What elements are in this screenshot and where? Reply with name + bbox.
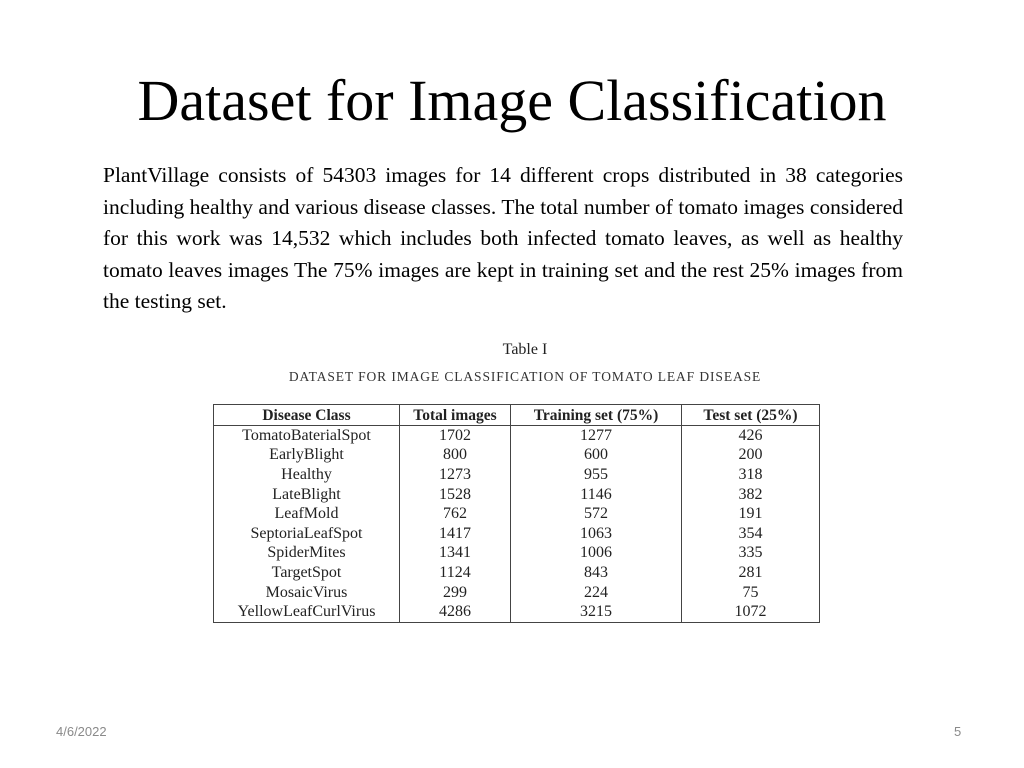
cell-training-set: 843	[511, 563, 682, 583]
cell-disease-class: Healthy	[214, 465, 400, 485]
footer-date: 4/6/2022	[56, 724, 107, 739]
table-header-row	[214, 405, 820, 426]
cell-disease-class: YellowLeafCurlVirus	[214, 602, 400, 622]
dataset-table-container	[213, 404, 819, 623]
cell-training-set: 600	[511, 446, 682, 466]
table-number: Table I	[502, 341, 548, 358]
table-row	[214, 446, 820, 466]
table-body	[214, 426, 820, 623]
table-row	[214, 465, 820, 485]
cell-total-images: 299	[400, 583, 511, 603]
cell-training-set: 1063	[511, 524, 682, 544]
column-header-test-set: Test set (25%)	[682, 405, 820, 426]
cell-training-set: 572	[511, 504, 682, 524]
cell-total-images: 1528	[400, 485, 511, 505]
page-number: 5	[954, 724, 962, 739]
cell-test-set: 75	[682, 583, 820, 603]
cell-total-images: 1273	[400, 465, 511, 485]
table-row	[214, 524, 820, 544]
column-header-total-images: Total images	[400, 405, 511, 426]
cell-disease-class: LateBlight	[214, 485, 400, 505]
table-row	[214, 583, 820, 603]
cell-disease-class: EarlyBlight	[214, 446, 400, 466]
column-header-disease-class: Disease Class	[214, 405, 400, 426]
cell-total-images: 800	[400, 446, 511, 466]
cell-total-images: 1702	[400, 426, 511, 446]
table-row	[214, 485, 820, 505]
slide-title: Dataset for Image Classification	[137, 68, 887, 133]
cell-test-set: 335	[682, 544, 820, 564]
table-row	[214, 504, 820, 524]
cell-total-images: 1124	[400, 563, 511, 583]
cell-total-images: 1417	[400, 524, 511, 544]
table-row	[214, 602, 820, 622]
cell-training-set: 3215	[511, 602, 682, 622]
cell-disease-class: TomatoBaterialSpot	[214, 426, 400, 446]
cell-training-set: 1006	[511, 544, 682, 564]
cell-test-set: 281	[682, 563, 820, 583]
cell-test-set: 318	[682, 465, 820, 485]
cell-training-set: 955	[511, 465, 682, 485]
cell-test-set: 1072	[682, 602, 820, 622]
cell-disease-class: LeafMold	[214, 504, 400, 524]
cell-test-set: 426	[682, 426, 820, 446]
column-header-training-set: Training set (75%)	[511, 405, 682, 426]
cell-test-set: 191	[682, 504, 820, 524]
cell-disease-class: SeptoriaLeafSpot	[214, 524, 400, 544]
cell-disease-class: MosaicVirus	[214, 583, 400, 603]
cell-training-set: 1146	[511, 485, 682, 505]
cell-total-images: 1341	[400, 544, 511, 564]
body-paragraph: PlantVillage consists of 54303 images for 14 different crops distributed in 38 categories including healthy and various disease classes. The total number of tomato images considered for this work was 14,532 which includes both infected tomato leaves, as well as healthy tomato leaves images The 75% images are kept in training set and the rest 25% images from the testing set.	[103, 163, 903, 313]
cell-total-images: 4286	[400, 602, 511, 622]
table-row	[214, 426, 820, 446]
cell-training-set: 224	[511, 583, 682, 603]
cell-disease-class: TargetSpot	[214, 563, 400, 583]
table-heading: DATASET FOR IMAGE CLASSIFICATION OF TOMATO LEAF DISEASE	[288, 369, 762, 384]
cell-test-set: 354	[682, 524, 820, 544]
cell-total-images: 762	[400, 504, 511, 524]
cell-disease-class: SpiderMites	[214, 544, 400, 564]
cell-test-set: 200	[682, 446, 820, 466]
table-row	[214, 544, 820, 564]
table-row	[214, 563, 820, 583]
cell-training-set: 1277	[511, 426, 682, 446]
cell-test-set: 382	[682, 485, 820, 505]
dataset-table	[213, 404, 820, 623]
